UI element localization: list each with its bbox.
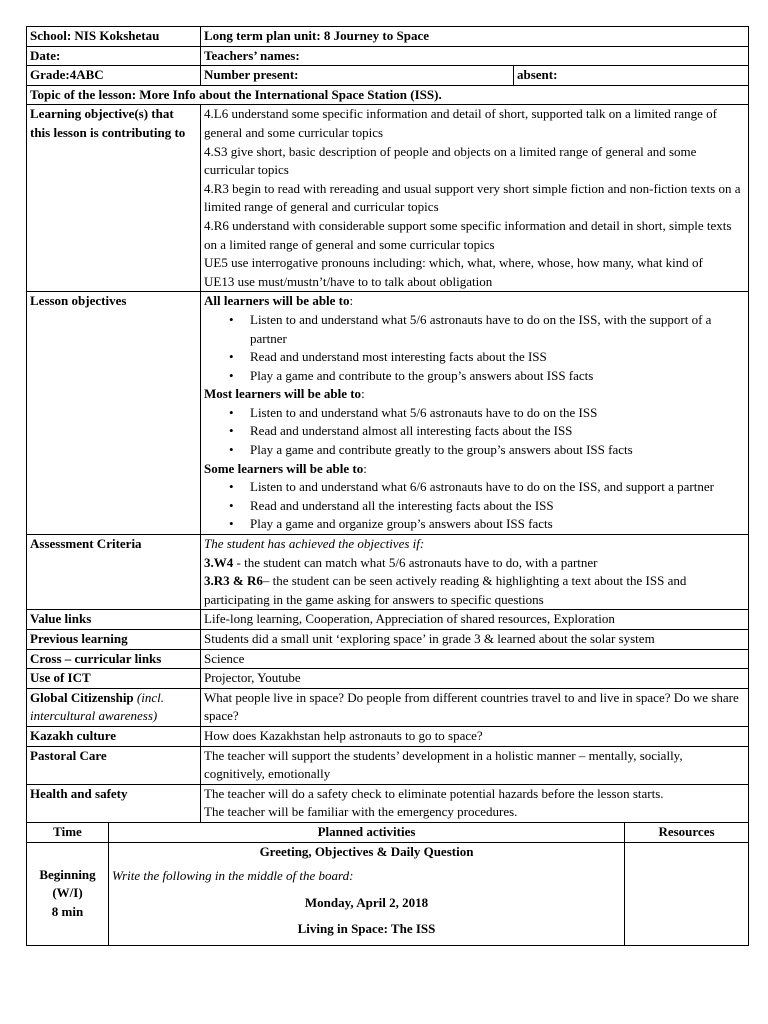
list-item: • Play a game and organize group’s answers about ISS facts	[250, 515, 745, 534]
pastoral-care-row	[27, 746, 749, 784]
date-cell: Date:	[27, 46, 201, 66]
lesson-objectives-label: Lesson objectives	[27, 292, 201, 535]
list-item: • Play a game and contribute greatly to the group’s answers about ISS facts	[250, 441, 745, 460]
section-title: Greeting, Objectives & Daily Question	[259, 843, 474, 859]
health-safety-line: The teacher will be familiar with the emergency procedures.	[204, 804, 518, 820]
pastoral-care-content: The teacher will support the students’ development in a holistic manner – mentally, socially, cognitively, emotionally	[201, 746, 749, 784]
list-item: • Listen to and understand what 6/6 astronauts have to do on the ISS, and support a partner	[250, 478, 745, 497]
teachers-cell: Teachers’ names:	[201, 46, 749, 66]
previous-learning-row	[27, 630, 749, 650]
pastoral-care-label: Pastoral Care	[27, 746, 201, 784]
global-citizenship-label: Global Citizenship	[30, 689, 134, 705]
list-item: • Listen to and understand what 5/6 astronauts have to do on the ISS, with the support of a partner	[250, 311, 745, 348]
list-item: • Read and understand almost all interesting facts about the ISS	[250, 422, 745, 441]
health-safety-label: Health and safety	[27, 784, 201, 822]
w4-code: 3.W4	[204, 554, 234, 570]
global-citizenship-note: (incl. intercultural awareness)	[30, 689, 164, 724]
list-item: • Read and understand all the interesting facts about the ISS	[250, 497, 745, 516]
health-safety-row	[27, 784, 749, 822]
w4-text: - the student can match what 5/6 astronauts have to do, with a partner	[233, 554, 598, 570]
kazakh-culture-row	[27, 726, 749, 746]
resources-header: Resources	[625, 823, 749, 842]
assessment-row	[27, 535, 749, 610]
stage-cell	[27, 842, 109, 945]
school-cell: School: NIS Kokshetau	[27, 27, 201, 47]
resources-cell	[625, 842, 749, 945]
learning-objectives-label: Learning objective(s) that this lesson is contributing to	[27, 105, 201, 292]
all-learners-heading: All learners will be able to:	[204, 293, 354, 309]
beginning-row	[27, 842, 749, 945]
most-learners-heading: Most learners will be able to:	[204, 386, 365, 402]
activities-header: Planned activities	[109, 823, 625, 842]
kazakh-culture-label: Kazakh culture	[27, 726, 201, 746]
health-safety-line: The teacher will do a safety check to eliminate potential hazards before the lesson starts.	[204, 785, 664, 801]
learning-objective-item: 4.R3 begin to read with rereading and usual support very short simple fiction and non-fiction texts on a limited range of general and curricular topics	[204, 180, 741, 215]
stage-time: 8 min	[51, 904, 84, 920]
time-header: Time	[27, 823, 109, 842]
kazakh-culture-content: How does Kazakhstan help astronauts to go to space?	[201, 726, 749, 746]
ict-content: Projector, Youtube	[201, 669, 749, 689]
list-item: • Read and understand most interesting facts about the ISS	[250, 348, 745, 367]
board-instruction: Write the following in the middle of the board:	[112, 868, 354, 884]
cross-curricular-row	[27, 649, 749, 669]
planned-activities-header	[27, 823, 749, 842]
learning-objective-item: 4.L6 understand some specific information and detail of short, supported talk on a limited range of general and some curricular topics	[204, 106, 718, 140]
assessment-w4	[204, 554, 745, 573]
some-learners-title: Some learners will be able to	[204, 460, 364, 476]
global-citizenship-content: What people live in space? Do people from different countries travel to and live in space? Do we share space?	[201, 688, 749, 726]
planned-activities-table	[26, 823, 749, 946]
topic-row	[27, 85, 749, 105]
assessment-intro: The student has achieved the objectives if:	[204, 536, 425, 552]
absent-cell: absent:	[514, 66, 749, 86]
lesson-plan-table	[26, 26, 749, 823]
all-learners-list	[204, 311, 745, 385]
global-citizenship-row	[27, 688, 749, 726]
some-learners-list	[204, 478, 745, 534]
learning-objective-item: 4.S3 give short, basic description of people and objects on a limited range of general and some curricular topics	[204, 143, 697, 178]
previous-learning-label: Previous learning	[27, 630, 201, 650]
value-links-label: Value links	[27, 610, 201, 630]
present-cell: Number present:	[201, 66, 514, 86]
previous-learning-content: Students did a small unit ‘exploring space’ in grade 3 & learned about the solar system	[201, 630, 749, 650]
learning-objective-item: UE13 use must/mustn’t/have to to talk about obligation	[204, 273, 493, 289]
board-title: Living in Space: The ISS	[297, 921, 436, 937]
unit-cell: Long term plan unit: 8 Journey to Space	[201, 27, 749, 47]
ict-label: Use of ICT	[27, 669, 201, 689]
learning-objective-item: UE5 use interrogative pronouns including: which, what, where, whose, how many, what kind of	[204, 255, 703, 271]
school-row	[27, 27, 749, 47]
assessment-label: Assessment Criteria	[27, 535, 201, 610]
cross-curricular-content: Science	[201, 649, 749, 669]
value-links-content: Life-long learning, Cooperation, Appreciation of shared resources, Exploration	[201, 610, 749, 630]
most-learners-title: Most learners will be able to	[204, 386, 362, 402]
assessment-r3	[204, 572, 745, 609]
most-learners-list	[204, 404, 745, 460]
learning-objectives-row	[27, 105, 749, 292]
r3-code: 3.R3 & R6	[204, 573, 263, 589]
stage-mode: (W/I)	[52, 885, 83, 901]
lesson-plan-page	[26, 26, 748, 946]
topic-cell: Topic of the lesson: More Info about the International Space Station (ISS).	[27, 85, 749, 105]
ict-row	[27, 669, 749, 689]
list-item: • Listen to and understand what 5/6 astronauts have to do on the ISS	[250, 404, 745, 423]
learning-objectives-list	[201, 105, 749, 292]
learning-objective-item: 4.R6 understand with considerable support some specific information and detail in short, simple texts on a limited range of general and some curricular topics	[204, 217, 732, 252]
assessment-content	[201, 535, 749, 610]
grade-cell: Grade:4ABC	[27, 66, 201, 86]
grade-row	[27, 66, 749, 86]
lesson-objectives-row	[27, 292, 749, 535]
health-safety-content	[201, 784, 749, 822]
date-row	[27, 46, 749, 66]
all-learners-title: All learners will be able to	[204, 293, 350, 309]
list-item: • Play a game and contribute to the group’s answers about ISS facts	[250, 367, 745, 386]
lesson-objectives-content	[201, 292, 749, 535]
activities-cell	[109, 842, 625, 945]
r3-text: – the student can be seen actively reading & highlighting a text about the ISS and participating in the game asking for answers to specific questions	[204, 573, 687, 607]
value-links-row	[27, 610, 749, 630]
some-learners-heading: Some learners will be able to:	[204, 460, 367, 476]
global-citizenship-label-cell	[27, 688, 201, 726]
board-date: Monday, April 2, 2018	[304, 894, 429, 910]
cross-curricular-label: Cross – curricular links	[27, 649, 201, 669]
stage-name: Beginning	[39, 866, 96, 882]
